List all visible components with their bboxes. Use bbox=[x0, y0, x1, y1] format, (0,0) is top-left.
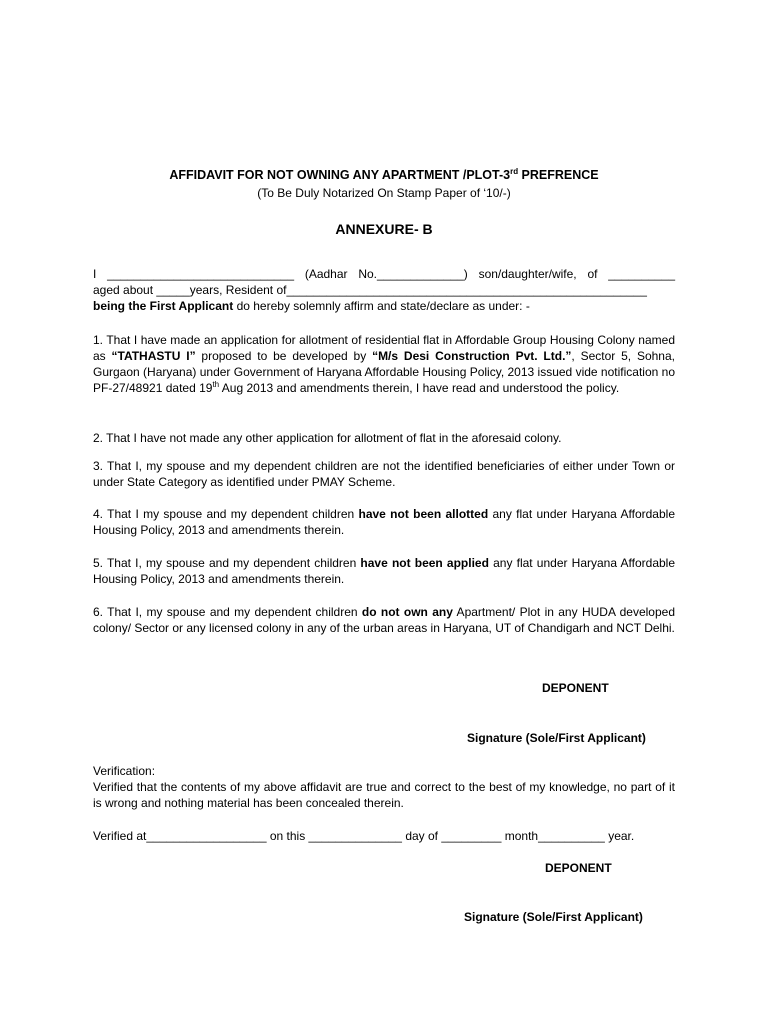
verification-text: Verified that the contents of my above affidavit are true and correct to the best of my knowledge, no part of it is wrong and nothing material has been concealed therein. bbox=[93, 780, 675, 810]
verification-heading: Verification: bbox=[93, 764, 156, 778]
clause-1 bbox=[93, 332, 675, 396]
clause-3: 3. That I, my spouse and my dependent children are not the identified beneficiaries of either under Town or under State Category as identified under PMAY Scheme. bbox=[93, 459, 675, 489]
clause-6-text-a: 6. That I, my spouse and my dependent children bbox=[93, 605, 362, 619]
document-subtitle: (To Be Duly Notarized On Stamp Paper of ‘10/-) bbox=[257, 186, 511, 200]
clause-6-text-c: Apartment/ Plot in any HUDA developed colony/ Sector or any licensed colony in any of the urban areas in Haryana, UT of Chandigarh and NCT Delhi. bbox=[93, 605, 675, 635]
deponent-label-2: DEPONENT bbox=[545, 861, 612, 875]
on-this-label: on this bbox=[266, 829, 309, 843]
day-blank: ______________ bbox=[308, 829, 402, 843]
clause-5-text-a: 5. That I, my spouse and my dependent children bbox=[93, 556, 361, 570]
title-end: PREFRENCE bbox=[518, 168, 599, 182]
clause-1-text-a: 1. That I have made an application for allotment of residential flat in Affordable Group Housing Colony named as bbox=[93, 333, 675, 363]
month-blank: _________ bbox=[441, 829, 502, 843]
annexure-heading: ANNEXURE- B bbox=[335, 221, 433, 237]
clause-4-text-c: any flat under Haryana Affordable Housing Policy, 2013 and amendments therein. bbox=[93, 507, 675, 537]
first-applicant-label: being the First Applicant bbox=[93, 299, 234, 313]
clause-1-text-c: proposed to be developed by bbox=[195, 349, 373, 363]
deponent-label-1: DEPONENT bbox=[542, 681, 609, 695]
clause-4-bold: have not been allotted bbox=[358, 507, 489, 521]
clause-5-bold: have not been applied bbox=[360, 556, 489, 570]
clause-6-bold: do not own any bbox=[361, 605, 453, 619]
date-superscript: th bbox=[212, 380, 220, 389]
developer-name: “M/s Desi Construction Pvt. Ltd.” bbox=[372, 349, 572, 363]
verified-place-blank: __________________ bbox=[146, 829, 267, 843]
intro-line-1: I ____________________________ (Aadhar No._____________) son/daughter/wife, of __________ bbox=[93, 267, 675, 281]
project-name: “TATHASTU I” bbox=[111, 349, 196, 363]
intro-line-3-rest: do hereby solemnly affirm and state/declare as under: - bbox=[233, 299, 530, 313]
clause-4 bbox=[93, 506, 675, 538]
intro-line-3 bbox=[93, 298, 530, 314]
title-main: AFFIDAVIT FOR NOT OWNING ANY APARTMENT /PLOT-3 bbox=[169, 168, 511, 182]
year-blank: __________ bbox=[538, 829, 605, 843]
day-of-label: day of bbox=[401, 829, 442, 843]
title-superscript: rd bbox=[510, 166, 519, 176]
verified-line bbox=[93, 828, 634, 844]
clause-6 bbox=[93, 604, 675, 636]
year-label: year. bbox=[604, 829, 635, 843]
verified-at-label: Verified at bbox=[93, 829, 147, 843]
clause-5 bbox=[93, 555, 675, 587]
intro-line-2: aged about _____years, Resident of______________________________________________________ bbox=[93, 283, 647, 297]
clause-4-text-a: 4. That I my spouse and my dependent children bbox=[93, 507, 359, 521]
month-label: month bbox=[501, 829, 539, 843]
clause-1-text-e: , Sector 5, Sohna, Gurgaon (Haryana) under Government of Haryana Affordable Housing Policy, 2013 issued vide notification no PF-27/48921 dated 19 bbox=[93, 349, 675, 395]
signature-label-1: Signature (Sole/First Applicant) bbox=[467, 731, 646, 745]
clause-5-text-c: any flat under Haryana Affordable Housing Policy, 2013 and amendments therein. bbox=[93, 556, 676, 586]
signature-label-2: Signature (Sole/First Applicant) bbox=[464, 910, 643, 924]
clause-1-text-f: Aug 2013 and amendments therein, I have read and understood the policy. bbox=[219, 381, 620, 395]
clause-2: 2. That I have not made any other application for allotment of flat in the aforesaid colony. bbox=[93, 431, 562, 445]
document-title bbox=[0, 168, 768, 182]
